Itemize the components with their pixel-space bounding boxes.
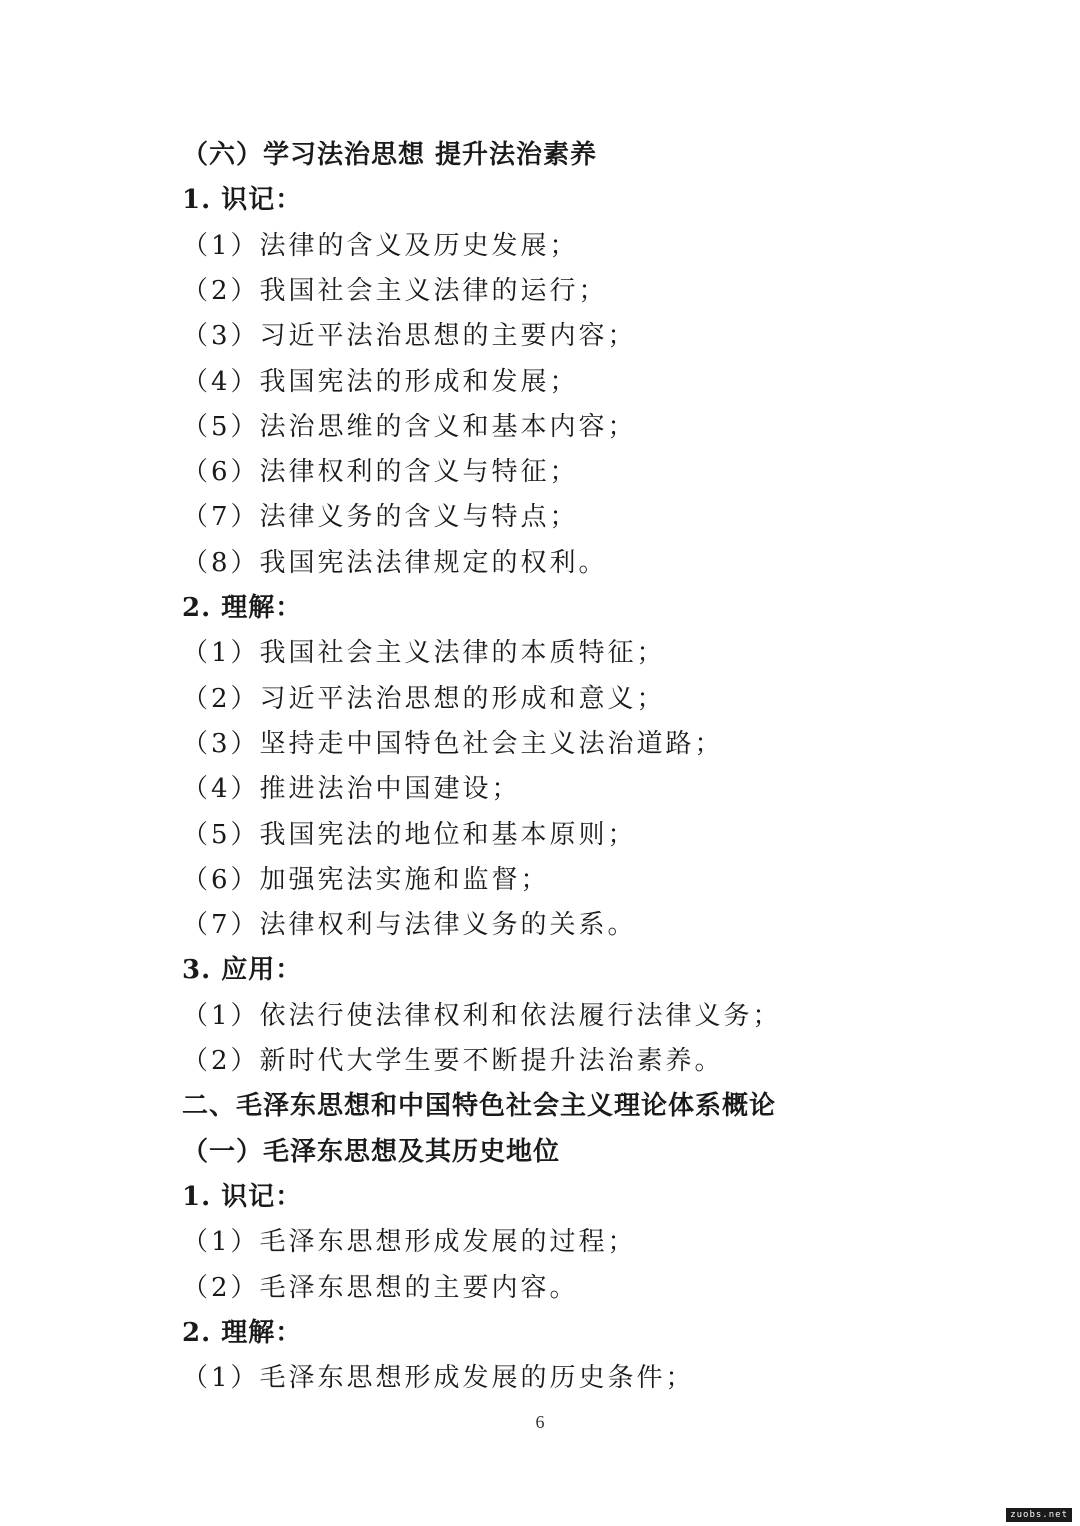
section-heading: 二、毛泽东思想和中国特色社会主义理论体系概论 [182,1091,777,1122]
list-item: （7）法律权利与法律义务的关系。 [182,910,637,941]
list-item: （6）加强宪法实施和监督； [182,864,550,895]
list-item: （1）我国社会主义法律的本质特征； [182,638,666,669]
list-item: （2）新时代大学生要不断提升法治素养。 [182,1046,724,1076]
list-item: （6）法律权利的含义与特征； [182,457,579,488]
page-number: 6 [535,1412,545,1432]
subsection-heading: 1. 识记： [182,185,303,216]
list-item: （1）依法行使法律权利和依法履行法律义务； [182,1000,782,1031]
list-item: （2）习近平法治思想的形成和意义； [182,683,666,714]
list-item: （1）毛泽东思想形成发展的过程； [182,1227,637,1258]
subsection-heading: 2. 理解： [182,593,303,623]
list-item: （7）法律义务的含义与特点； [182,502,579,533]
section-heading: （一）毛泽东思想及其历史地位 [182,1136,561,1167]
subsection-heading: 3. 应用： [182,955,303,986]
subsection-heading: 2. 理解： [182,1317,303,1348]
list-item: （3）坚持走中国特色社会主义法治道路； [182,728,724,759]
list-item: （3）习近平法治思想的主要内容； [182,321,637,352]
list-item: （1）法律的含义及历史发展； [182,230,579,261]
list-item: （2）毛泽东思想的主要内容。 [182,1272,579,1303]
section-heading: （六）学习法治思想 提升法治素养 [182,140,598,170]
list-item: （8）我国宪法法律规定的权利。 [182,547,608,578]
subsection-heading: 1. 识记： [182,1181,303,1212]
list-item: （1）毛泽东思想形成发展的历史条件； [182,1363,695,1394]
list-item: （4）推进法治中国建设； [182,774,521,805]
watermark: zuobs.net [1006,1508,1072,1522]
list-item: （5）法治思维的含义和基本内容； [182,411,637,442]
list-item: （4）我国宪法的形成和发展； [182,366,579,397]
list-item: （2）我国社会主义法律的运行； [182,275,608,306]
list-item: （5）我国宪法的地位和基本原则； [182,819,637,850]
